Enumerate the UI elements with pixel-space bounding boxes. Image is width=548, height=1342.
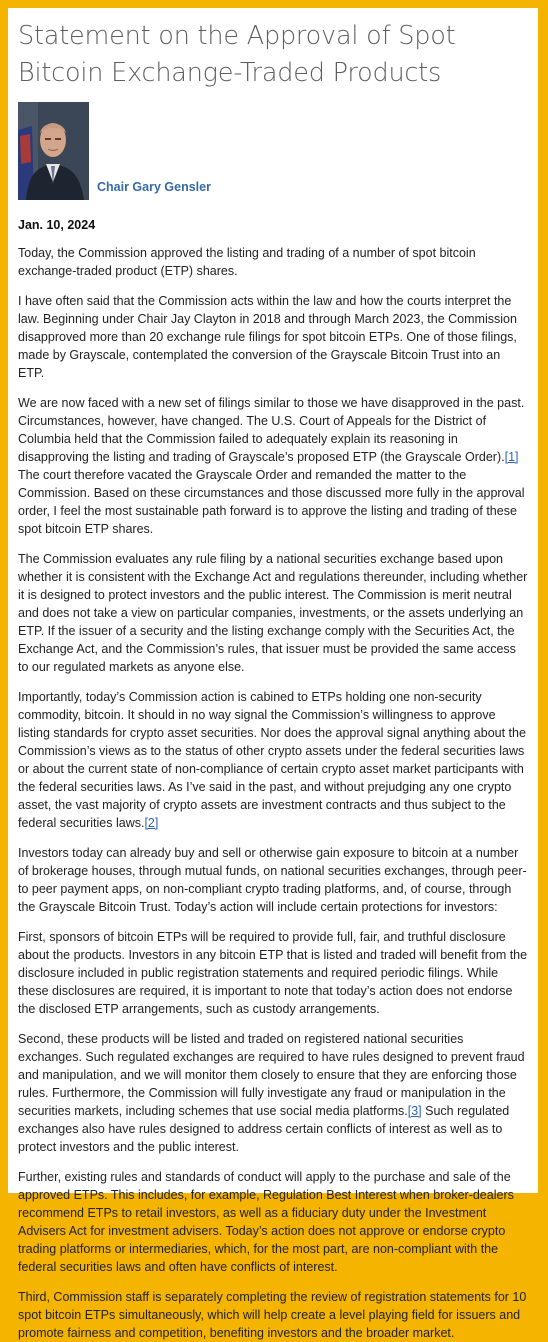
footnote-link-2[interactable]: [2] (144, 816, 159, 830)
author-block (18, 102, 528, 200)
author-portrait (18, 102, 89, 200)
paragraph-1: Today, the Commission approved the listing and trading of a number of spot bitcoin exchange-traded product (ETP) shares. (18, 246, 476, 278)
paragraph-9: Further, existing rules and standards of conduct will apply to the purchase and sale of the approved ETPs. This includes, for example, Regulation Best Interest when broker-dealers recommend ETPs to retail investors, as well as a fiduciary duty under the Investment Advisers Act for investment advisers. Today’s action does not approve or endorse crypto trading platforms or intermediaries, which, for the most part, are non-compliant with the federal securities laws and often have conflicts of interest. (18, 1170, 514, 1274)
author-name-link[interactable]: Chair Gary Gensler (97, 180, 211, 194)
paragraph-6: Investors today can already buy and sell or otherwise gain exposure to bitcoin at a number of brokerage houses, through mutual funds, on national securities exchanges, through peer-to peer payment apps, on non-compliant crypto trading platforms, and, of course, through the Grayscale Bitcoin Trust. Today’s action will include certain protections for investors: (18, 846, 527, 914)
statement-page (8, 8, 538, 1340)
paragraph-2: I have often said that the Commission acts within the law and how the courts interpret the law. Beginning under Chair Jay Clayton in 2018 and through March 2023, the Commission disapproved more than 20 exchange rule filings for spot bitcoin ETPs. One of those filings, made by Grayscale, contemplated the conversion of the Grayscale Bitcoin Trust into an ETP. (18, 294, 517, 380)
statement-body (18, 244, 528, 1342)
footnote-link-3[interactable]: [3] (407, 1104, 422, 1118)
paragraph-4: The Commission evaluates any rule filing by a national securities exchange based upon whether it is consistent with the Exchange Act and regulations thereunder, including whether it is designed to protect investors and the public interest. The Commission is merit neutral and does not take a view on particular companies, investments, or the assets underlying an ETP. If the issuer of a security and the listing exchange comply with the Securities Act, the Exchange Act, and the Commission’s rules, that issuer must be provided the same access to our regulated markets as anyone else. (18, 552, 528, 674)
publish-date: Jan. 10, 2024 (18, 218, 96, 232)
page-title: Statement on the Approval of Spot Bitcoin Exchange-Traded Products (18, 21, 456, 88)
footnote-link-1[interactable]: [1] (504, 450, 519, 464)
paragraph-3: We are now faced with a new set of filings similar to those we have disapproved in the past. Circumstances, however, have changed. The U.S. Court of Appeals for the District of Columbia held that the Commission failed to adequately explain its reasoning in disapproving the listing and trading of Grayscale’s proposed ETP (the Grayscale Order).[1] The court therefore vacated the Grayscale Order and remanded the matter to the Commission. Based on these circumstances and those discussed more fully in the approval order, I feel the most sustainable path forward is to approve the listing and trading of these spot bitcoin ETP shares. (18, 396, 525, 536)
paragraph-5: Importantly, today’s Commission action is cabined to ETPs holding one non-security commodity, bitcoin. It should in no way signal the Commission’s willingness to approve listing standards for crypto asset securities. Nor does the approval signal anything about the Commission’s views as to the status of other crypto assets under the federal securities laws or about the current state of non-compliance of certain crypto asset market participants with the federal securities laws. As I’ve said in the past, and without prejudging any one crypto asset, the vast majority of crypto assets are investment contracts and thus subject to the federal securities laws.[2] (18, 690, 526, 830)
portrait-image (18, 102, 89, 200)
paragraph-7: First, sponsors of bitcoin ETPs will be required to provide full, fair, and truthful disclosure about the products. Investors in any bitcoin ETP that is listed and traded will benefit from the disclosure included in public registration statements and required periodic filings. While these disclosures are required, it is important to note that today’s action does not endorse the disclosed ETP arrangements, such as custody arrangements. (18, 930, 528, 1016)
paragraph-10: Third, Commission staff is separately completing the review of registration statements for 10 spot bitcoin ETPs simultaneously, which will help create a level playing field for issuers and promote fairness and competition, benefiting investors and the broader market. (18, 1290, 527, 1340)
paragraph-8: Second, these products will be listed and traded on registered national securities exchanges. Such regulated exchanges are required to have rules designed to prevent fraud and manipulation, and we will monitor them closely to ensure that they are enforcing those rules. Furthermore, the Commission will fully investigate any fraud or manipulation in the securities markets, including schemes that use social media platforms.[3] Such regulated exchanges also have rules designed to address certain conflicts of interest as well as to protect investors and the public interest. (18, 1032, 525, 1154)
